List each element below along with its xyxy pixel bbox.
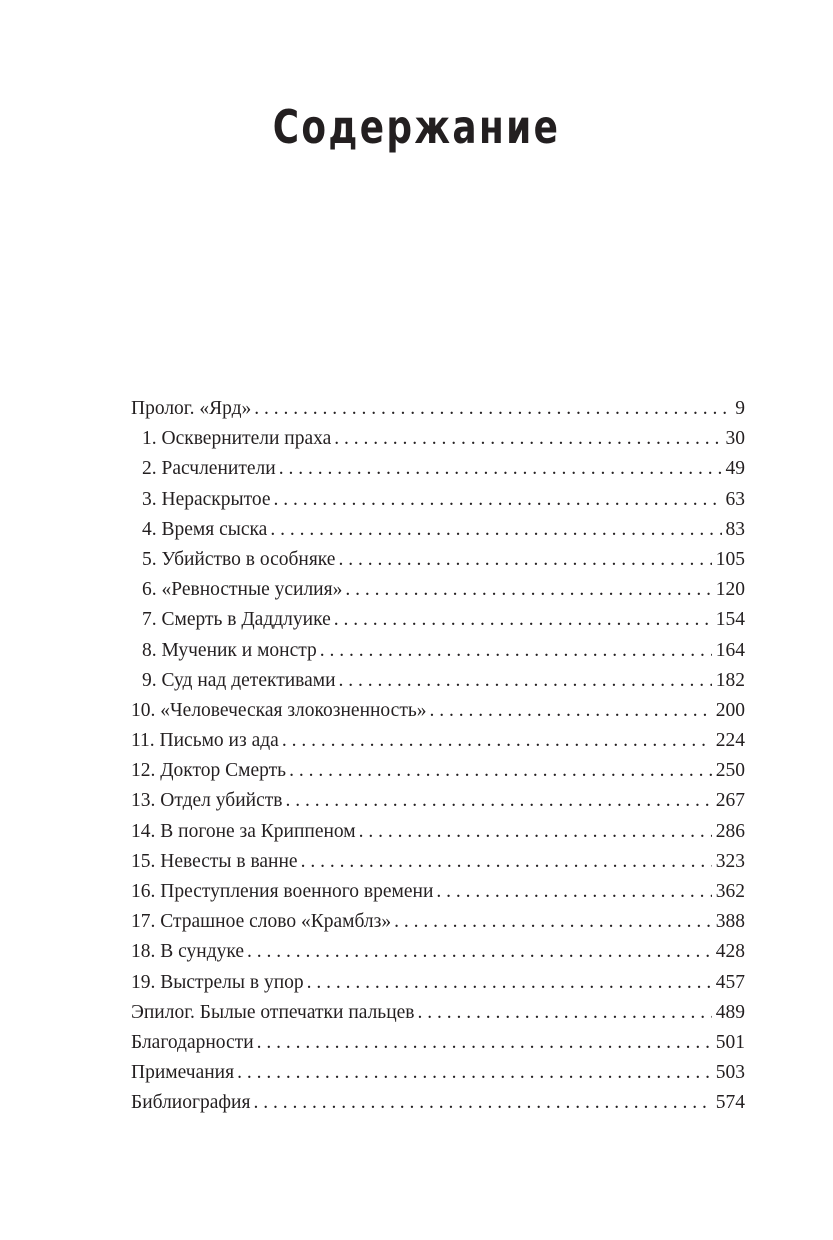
toc-entry-title: 4. Время сыска bbox=[142, 518, 268, 540]
toc-entry[interactable] bbox=[131, 1088, 745, 1118]
toc-entry[interactable] bbox=[131, 575, 745, 605]
toc-entry-title: Пролог. «Ярд» bbox=[131, 398, 252, 419]
table-of-contents bbox=[131, 394, 745, 1119]
dot-leader bbox=[436, 877, 711, 907]
toc-entry-page: 250 bbox=[715, 760, 745, 782]
toc-entry-page: 362 bbox=[715, 881, 745, 902]
dot-leader bbox=[237, 1058, 712, 1088]
page-title: Содержание bbox=[272, 100, 561, 154]
toc-entry-page: 182 bbox=[715, 669, 745, 691]
toc-entry-page: 457 bbox=[715, 971, 745, 993]
dot-leader bbox=[274, 485, 722, 515]
toc-entry[interactable] bbox=[131, 515, 745, 545]
toc-entry[interactable] bbox=[131, 394, 745, 424]
dot-leader bbox=[394, 907, 712, 937]
toc-entry-page: 267 bbox=[715, 790, 745, 812]
toc-entry-title: Примечания bbox=[131, 1062, 235, 1084]
toc-entry[interactable] bbox=[131, 545, 745, 575]
dot-leader bbox=[430, 696, 712, 726]
toc-entry-title: 8. Мученик и монстр bbox=[142, 639, 317, 661]
dot-leader bbox=[359, 817, 712, 847]
toc-entry-title: 11. Письмо из ада bbox=[131, 730, 279, 752]
toc-entry-page: 105 bbox=[715, 548, 745, 570]
dot-leader bbox=[334, 424, 721, 454]
toc-entry[interactable] bbox=[131, 485, 745, 515]
toc-entry[interactable] bbox=[131, 756, 745, 786]
toc-entry[interactable] bbox=[131, 1028, 745, 1058]
dot-leader bbox=[282, 726, 712, 756]
toc-entry-title: 13. Отдел убийств bbox=[131, 790, 283, 812]
toc-entry-title: 7. Смерть в Даддлуике bbox=[142, 609, 331, 631]
toc-entry-page: 154 bbox=[715, 609, 745, 631]
dot-leader bbox=[301, 847, 712, 877]
toc-entry-page: 200 bbox=[715, 699, 745, 721]
toc-entry[interactable] bbox=[131, 786, 745, 816]
toc-entry-title: 17. Страшное слово «Крамблз» bbox=[131, 911, 392, 933]
toc-entry[interactable] bbox=[131, 847, 745, 877]
toc-entry-title: 14. В погоне за Криппеном bbox=[131, 820, 356, 842]
toc-entry-page: 428 bbox=[715, 941, 745, 963]
dot-leader bbox=[307, 968, 712, 998]
toc-entry-page: 9 bbox=[735, 398, 745, 419]
toc-entry-page: 63 bbox=[725, 488, 745, 510]
dot-leader bbox=[257, 1028, 712, 1058]
dot-leader bbox=[334, 605, 712, 635]
toc-entry-title: Библиография bbox=[131, 1092, 251, 1114]
toc-entry-page: 164 bbox=[715, 639, 745, 661]
toc-entry-title: 10. «Человеческая злокозненность» bbox=[131, 699, 427, 721]
dot-leader bbox=[254, 394, 731, 424]
toc-entry-page: 574 bbox=[715, 1092, 745, 1114]
toc-entry[interactable] bbox=[131, 424, 745, 454]
toc-entry-title: 19. Выстрелы в упор bbox=[131, 971, 304, 993]
toc-entry-page: 30 bbox=[725, 428, 745, 450]
toc-entry-page: 489 bbox=[715, 1001, 745, 1023]
dot-leader bbox=[285, 786, 711, 816]
dot-leader bbox=[279, 454, 722, 484]
toc-entry-title: 5. Убийство в особняке bbox=[142, 548, 336, 570]
toc-entry[interactable] bbox=[131, 1058, 745, 1088]
toc-entry[interactable] bbox=[131, 726, 745, 756]
dot-leader bbox=[320, 636, 712, 666]
toc-entry[interactable] bbox=[131, 907, 745, 937]
toc-entry-page: 120 bbox=[715, 579, 745, 601]
toc-entry-title: 9. Суд над детективами bbox=[142, 669, 336, 691]
dot-leader bbox=[289, 756, 712, 786]
toc-entry[interactable] bbox=[131, 968, 745, 998]
dot-leader bbox=[345, 575, 711, 605]
dot-leader bbox=[418, 998, 712, 1028]
dot-leader bbox=[339, 666, 712, 696]
toc-entry[interactable] bbox=[131, 605, 745, 635]
toc-entry-page: 503 bbox=[715, 1062, 745, 1084]
toc-entry-title: Эпилог. Былые отпечатки пальцев bbox=[131, 1001, 415, 1023]
dot-leader bbox=[338, 545, 711, 575]
toc-entry-title: 2. Расчленители bbox=[142, 458, 276, 480]
toc-entry-title: 12. Доктор Смерть bbox=[131, 760, 287, 782]
toc-entry-page: 501 bbox=[715, 1031, 745, 1053]
toc-entry-page: 286 bbox=[715, 820, 745, 842]
toc-entry-page: 83 bbox=[725, 518, 745, 540]
toc-entry-title: Благодарности bbox=[131, 1031, 254, 1053]
toc-entry[interactable] bbox=[131, 817, 745, 847]
dot-leader bbox=[253, 1088, 711, 1118]
toc-entry[interactable] bbox=[131, 454, 745, 484]
toc-entry[interactable] bbox=[131, 666, 745, 696]
toc-entry[interactable] bbox=[131, 696, 745, 726]
toc-entry-page: 224 bbox=[715, 730, 745, 752]
toc-entry-title: 3. Нераскрытое bbox=[142, 488, 271, 510]
toc-entry[interactable] bbox=[131, 937, 745, 967]
toc-entry-title: 6. «Ревностные усилия» bbox=[142, 579, 343, 601]
toc-entry-title: 18. В сундуке bbox=[131, 941, 245, 963]
toc-entry-page: 388 bbox=[715, 911, 745, 933]
toc-entry-title: 16. Преступления военного времени bbox=[131, 881, 434, 902]
dot-leader bbox=[247, 937, 712, 967]
toc-entry[interactable] bbox=[131, 877, 745, 907]
toc-entry[interactable] bbox=[131, 998, 745, 1028]
toc-entry[interactable] bbox=[131, 636, 745, 666]
toc-entry-title: 15. Невесты в ванне bbox=[131, 850, 298, 872]
toc-entry-page: 49 bbox=[725, 458, 745, 480]
dot-leader bbox=[270, 515, 721, 545]
toc-entry-page: 323 bbox=[715, 850, 745, 872]
toc-entry-title: 1. Осквернители праха bbox=[142, 428, 332, 450]
